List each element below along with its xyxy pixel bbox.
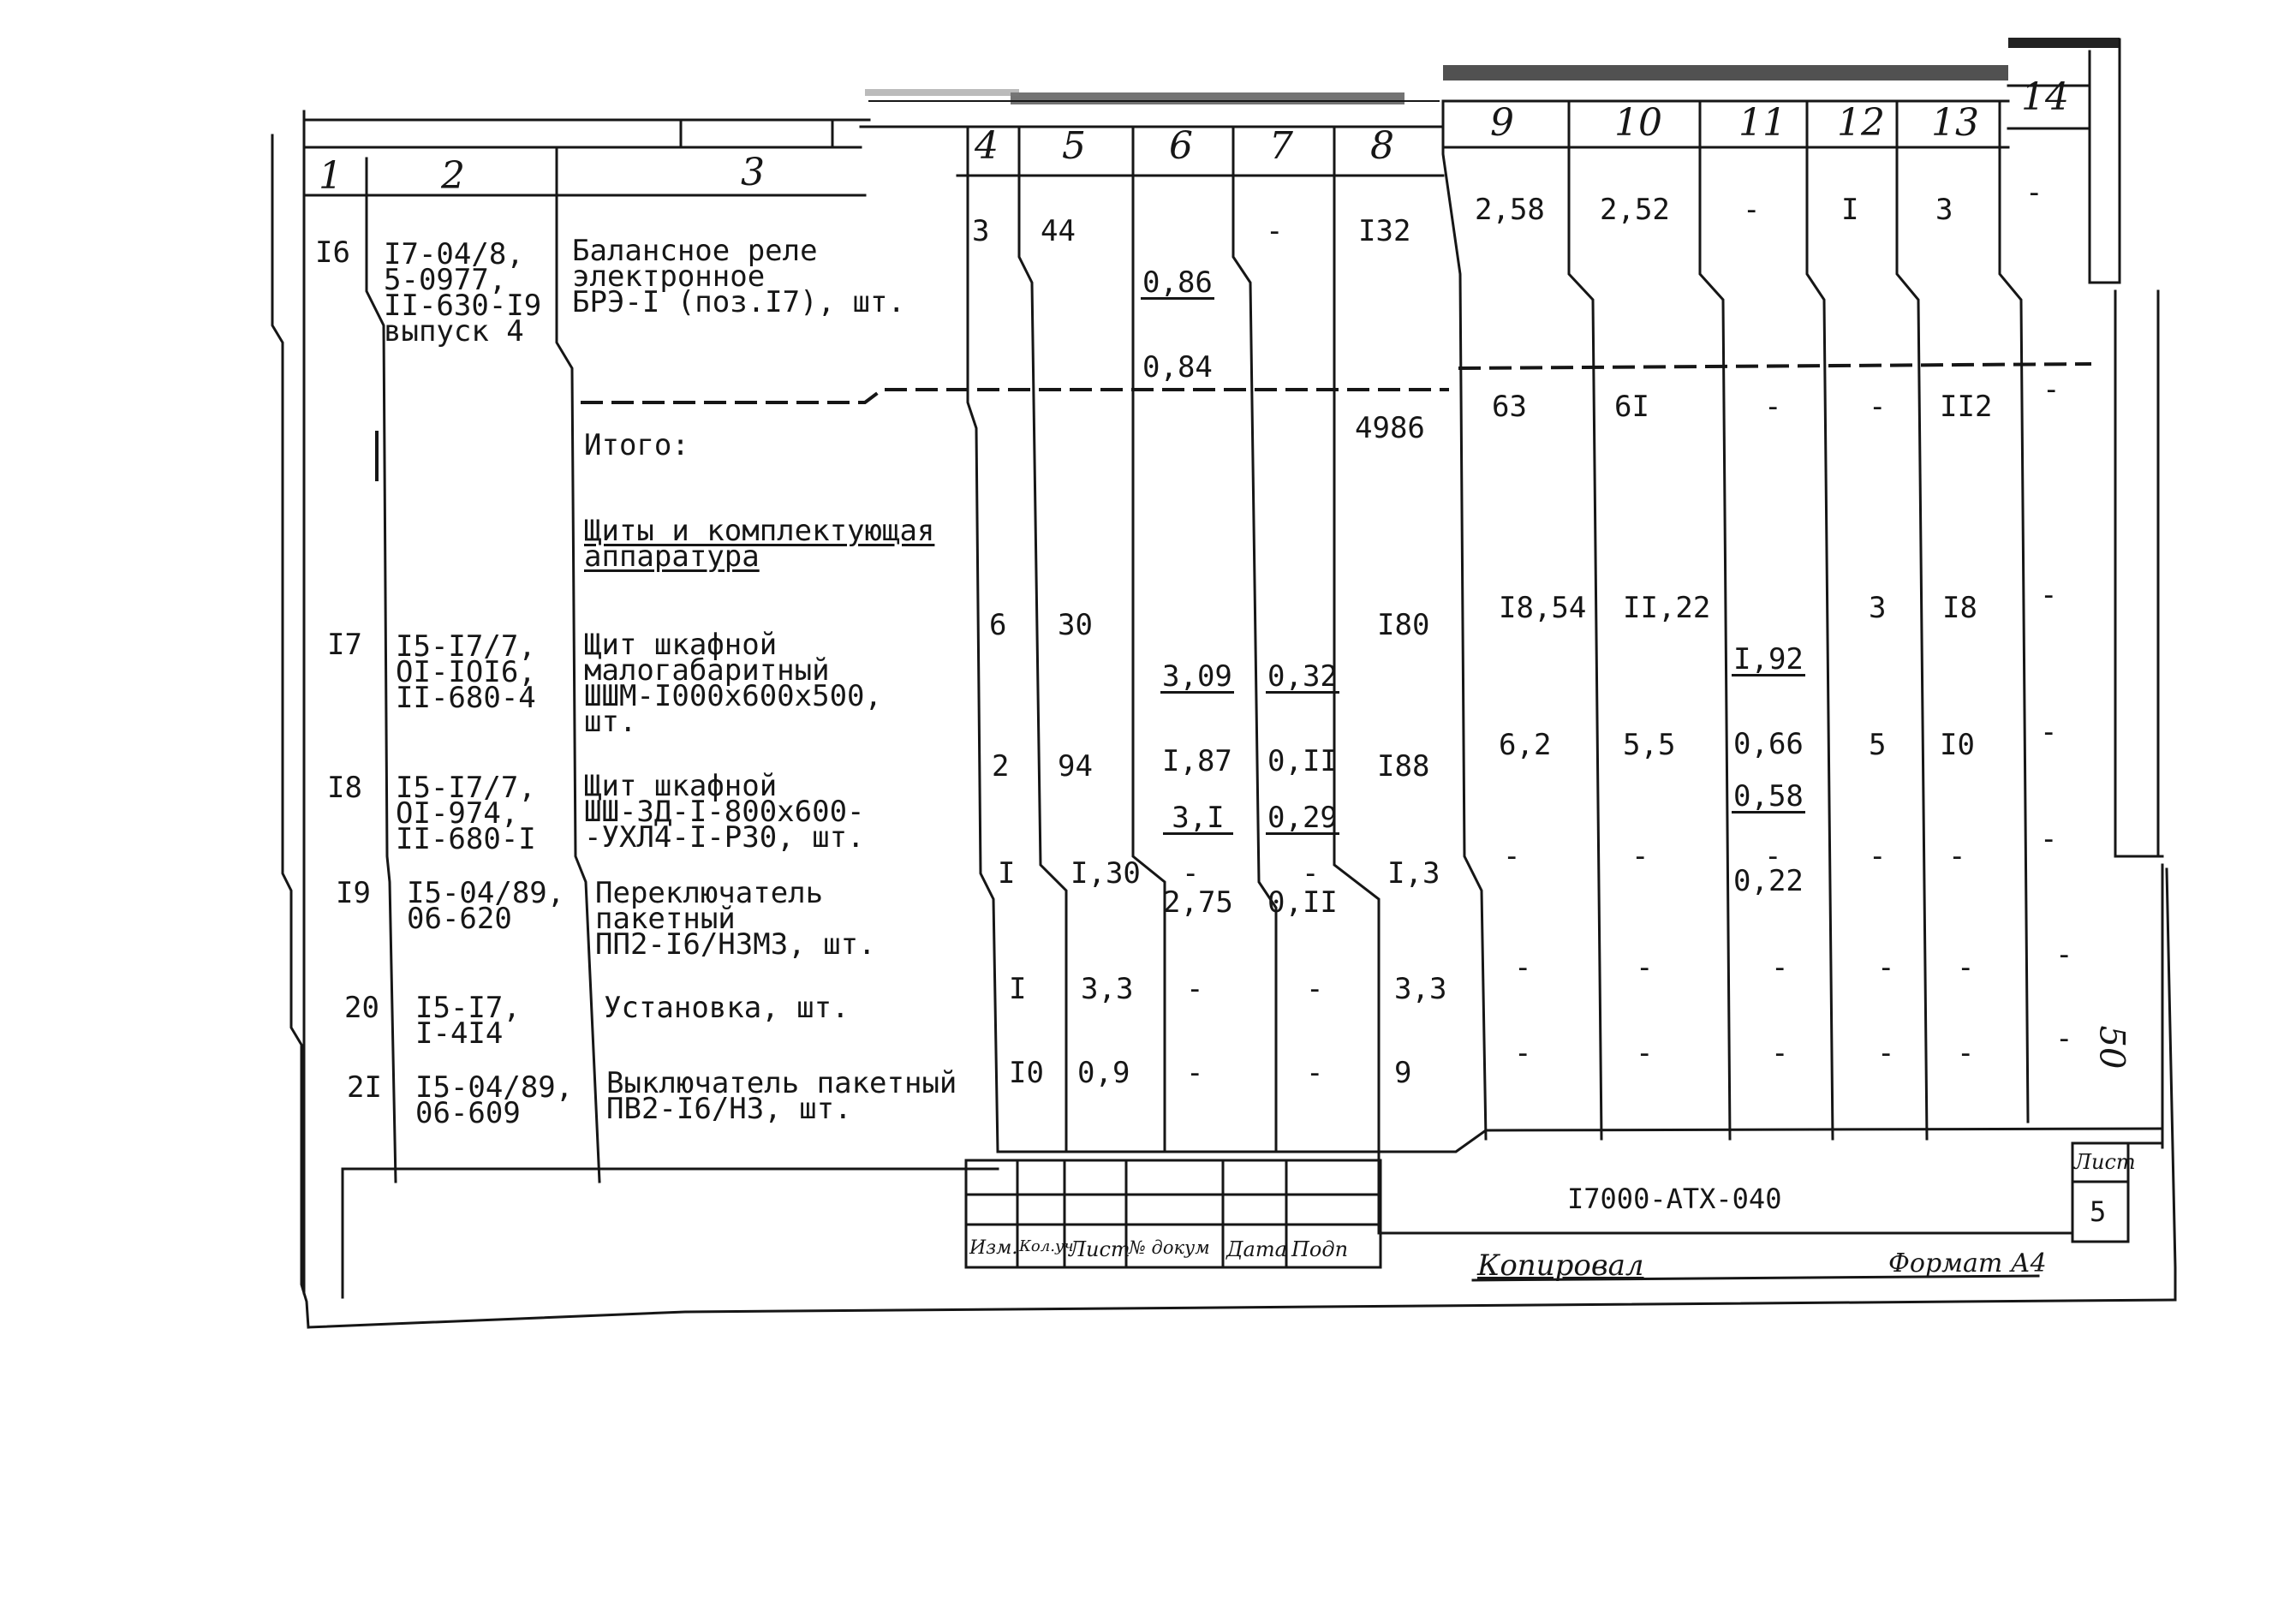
row-name: Балансное реле электронное БРЭ-I (поз.I7), шт. (572, 234, 905, 319)
cell-col13: - (1957, 1036, 1975, 1070)
row-name: Щит шкафной ШШ-ЗД-I-800х600- -УХЛ4-I-Р30, шт. (584, 769, 865, 855)
sheet-number: 5 (2090, 1195, 2107, 1228)
cell-col11: - (1764, 839, 1782, 873)
cell-col6-bottom: 2,75 (1163, 885, 1233, 920)
cell-col11-top: I,92 (1733, 642, 1804, 676)
cell-col12: - (1869, 839, 1887, 873)
row-number: I8 (327, 771, 362, 805)
cell-col4: I (998, 856, 1016, 891)
cell-col4: 2 (992, 749, 1010, 784)
cell-col9: 6,2 (1499, 728, 1552, 762)
cell-col14: - (2025, 176, 2043, 210)
cell-col9: - (1503, 839, 1521, 873)
cell-col11-top: 0,58 (1733, 779, 1804, 813)
cell-col5: 44 (1041, 214, 1076, 248)
signature-label-date: Дата (1226, 1237, 1287, 1261)
cell-col12: 5 (1869, 728, 1887, 762)
cell-col11: - (1771, 951, 1789, 985)
signature-label-doc: № докум (1129, 1237, 1210, 1258)
column-header-3: 3 (741, 151, 765, 194)
cell-col8: I80 (1377, 608, 1430, 642)
row-code: I5-04/89, 06-620 (407, 876, 565, 936)
cell-col11: - (1771, 1036, 1789, 1070)
sheet-label: Лист (2074, 1150, 2136, 1174)
cell-col8: 3,3 (1394, 972, 1447, 1006)
column-header-4: 4 (975, 124, 999, 168)
cell-col7-top: 0,29 (1267, 801, 1338, 835)
cell-col14: - (2040, 715, 2058, 749)
row-number: I9 (336, 876, 371, 910)
cell-col9: I8,54 (1499, 591, 1587, 625)
cell-col12: - (1877, 1036, 1895, 1070)
format-label: Формат А4 (1888, 1248, 2047, 1278)
row-number: 2I (347, 1070, 382, 1105)
total-col11: - (1764, 390, 1782, 424)
signature-label-kol-uch: Кол.уч (1019, 1237, 1074, 1255)
section-heading: Щиты и комплектующая аппаратура (584, 514, 935, 574)
cell-col6-top: 3,I (1163, 805, 1233, 835)
cell-col10: - (1636, 1036, 1654, 1070)
cell-col11-bottom: 0,66 (1733, 727, 1804, 761)
cell-col12: I (1841, 193, 1859, 227)
column-header-11: 11 (1738, 101, 1786, 145)
cell-col8: I88 (1377, 749, 1430, 784)
cell-col7-bottom: 0,II (1267, 744, 1338, 778)
row-code: I7-04/8, 5-0977, II-630-I9 выпуск 4 (384, 237, 542, 349)
total-label: Итого: (584, 428, 689, 462)
cell-col7: - (1306, 1056, 1324, 1090)
cell-col13: - (1948, 839, 1966, 873)
cell-col6: - (1186, 972, 1204, 1006)
row-code: I5-I7/7, OI-974, II-680-I (396, 771, 536, 856)
column-header-10: 10 (1614, 101, 1662, 145)
column-header-9: 9 (1490, 101, 1514, 145)
cell-col7-top: 0,32 (1267, 659, 1338, 694)
total-col13: II2 (1940, 390, 1993, 424)
cell-col6: - (1186, 1056, 1204, 1090)
row-code: I5-I7, I-4I4 (415, 991, 521, 1051)
cell-col7: - (1306, 972, 1324, 1006)
cell-col14: - (2040, 822, 2058, 856)
cell-col5: 30 (1058, 608, 1093, 642)
cell-col5: 94 (1058, 749, 1093, 784)
cell-col10: II,22 (1623, 591, 1711, 625)
cell-col14: - (2040, 578, 2058, 612)
cell-col4: 6 (989, 608, 1007, 642)
signature-label-list: Лист (1069, 1237, 1130, 1261)
cell-col11-bottom: 0,22 (1733, 864, 1804, 898)
cell-col13: 3 (1935, 193, 1953, 227)
signature-label-sign: Подп (1291, 1237, 1349, 1261)
cell-col11: - (1743, 193, 1761, 227)
cell-col6-bottom: I,87 (1162, 744, 1232, 778)
cell-col6-top: 0,86 (1142, 265, 1213, 300)
row-name: Выключатель пакетный ПВ2-I6/НЗ, шт. (606, 1066, 957, 1126)
cell-col6: - (1182, 856, 1200, 891)
row-code: I5-I7/7, OI-IOI6, II-680-4 (396, 629, 536, 715)
column-header-1: 1 (319, 154, 343, 198)
cell-col8: 9 (1394, 1056, 1412, 1090)
cell-col6-top: 3,09 (1162, 659, 1232, 694)
cell-col9: - (1514, 1036, 1532, 1070)
cell-col13: I0 (1940, 728, 1975, 762)
cell-col7: - (1302, 856, 1320, 891)
row-name: Щит шкафной малогабаритный ШШМ-I000х600х500, шт. (584, 628, 882, 739)
column-header-6: 6 (1169, 124, 1193, 168)
cell-col13: I8 (1942, 591, 1977, 625)
cell-col5: 0,9 (1077, 1056, 1130, 1090)
row-number: I7 (327, 628, 362, 662)
cell-col14: - (2055, 938, 2073, 972)
total-col12: - (1869, 390, 1887, 424)
cell-col10: 2,52 (1600, 193, 1670, 227)
copied-label: Копировал (1477, 1248, 1644, 1283)
total-col14: - (2043, 372, 2060, 407)
cell-col4: I0 (1009, 1056, 1044, 1090)
cell-col12: 3 (1869, 591, 1887, 625)
total-col10: 6I (1614, 390, 1649, 424)
column-header-8: 8 (1370, 124, 1394, 168)
row-name: Установка, шт. (604, 991, 850, 1025)
cell-col10: 5,5 (1623, 728, 1676, 762)
cell-col4: 3 (972, 214, 990, 248)
cell-col6-bottom: 0,84 (1142, 350, 1213, 384)
cell-col12: - (1877, 951, 1895, 985)
column-header-7: 7 (1269, 124, 1293, 168)
column-header-2: 2 (441, 154, 465, 198)
margin-note: 50 (2091, 1025, 2132, 1070)
row-number: 20 (344, 991, 379, 1025)
cell-col10: - (1636, 951, 1654, 985)
cell-col6-fraction (1141, 218, 1214, 432)
cell-col4: I (1009, 972, 1027, 1006)
row-name: Переключатель пакетный ПП2-I6/НЗМЗ, шт. (595, 876, 876, 962)
total-col8: 4986 (1355, 411, 1425, 445)
cell-col14: - (2055, 1022, 2073, 1056)
column-header-14: 14 (2021, 75, 2069, 119)
signature-label-izm: Изм. (969, 1237, 1018, 1259)
row-number: I6 (315, 235, 350, 270)
document-code: I7000-АТХ-040 (1567, 1183, 1782, 1215)
row-code: I5-04/89, 06-609 (415, 1070, 574, 1130)
cell-col5: 3,3 (1081, 972, 1134, 1006)
cell-col7-bottom: 0,II (1267, 885, 1338, 920)
cell-col8: I,3 (1387, 856, 1440, 891)
cell-col7: - (1266, 214, 1284, 248)
cell-col13: - (1957, 951, 1975, 985)
column-header-13: 13 (1931, 101, 1979, 145)
cell-col5: I,30 (1070, 856, 1141, 891)
cell-col9: 2,58 (1475, 193, 1545, 227)
cell-col8: I32 (1358, 214, 1411, 248)
total-col9: 63 (1492, 390, 1527, 424)
column-header-5: 5 (1062, 124, 1086, 168)
cell-col10: - (1631, 839, 1649, 873)
column-header-12: 12 (1837, 101, 1885, 145)
cell-col9: - (1514, 951, 1532, 985)
